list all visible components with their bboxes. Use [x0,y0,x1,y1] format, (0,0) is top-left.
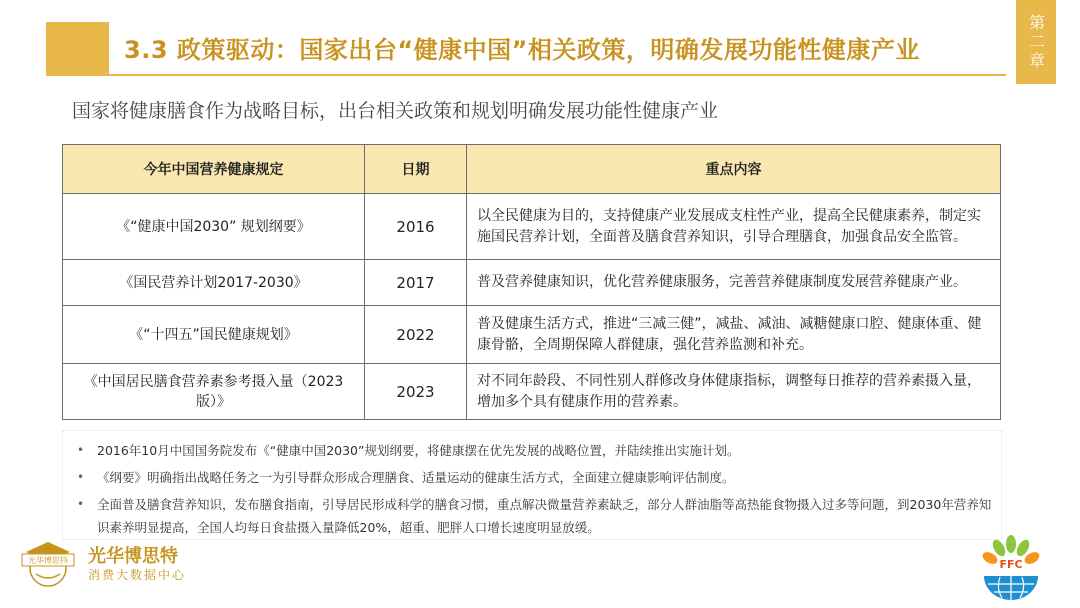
bullet-icon: • [77,443,85,457]
policy-table [62,144,1001,420]
policy-year-cell: 2022 [365,306,467,364]
column-header-policy: 今年中国营养健康规定 [63,145,365,194]
ffc-logo-text: FFC [999,558,1023,571]
table-header-row [63,145,1001,194]
brand-logo-left [16,538,196,588]
policy-name-cell: 《国民营养计划2017-2030》 [63,260,365,306]
table-row [63,260,1001,306]
page-subtitle: 国家将健康膳食作为战略目标，出台相关政策和规划明确发展功能性健康产业 [72,100,719,122]
policy-name-cell: 《“健康中国2030” 规划纲要》 [63,194,365,260]
bullet-icon: • [77,497,85,511]
brand-badge-text: 光华博思特 [28,556,68,565]
policy-content-cell: 以全民健康为目的，支持健康产业发展成支柱性产业，提高全民健康素养，制定实施国民营养计划，全面普及膳食营养知识，引导合理膳食，加强食品安全监管。 [467,194,1001,260]
table-row [63,306,1001,364]
title-accent-block [46,22,109,74]
policy-content-cell: 对不同年龄段、不同性别人群修改身体健康指标，调整每日推荐的营养素摄入量，增加多个具有健康作用的营养素。 [467,364,1001,420]
policy-content-cell: 普及健康生活方式，推进“三减三健”，减盐、减油、减糖健康口腔、健康体重、健康骨骼，全周期保障人群健康，强化营养监测和补充。 [467,306,1001,364]
policy-name-cell: 《“十四五”国民健康规划》 [63,306,365,364]
note-item [63,466,1001,489]
table-row [63,194,1001,260]
note-text: 全面普及膳食营养知识，发布膳食指南，引导居民形成科学的膳食习惯，重点解决微量营养素缺乏，部分人群油脂等高热能食物摄入过多等问题，到2030年营养知识素养明显提高，全国人均每日食盐摄入量降低20%，超重、肥胖人口增长速度明显放缓。 [97,497,992,535]
policy-name-cell: 《中国居民膳食营养素参考摄入量（2023版）》 [63,364,365,420]
note-item [63,493,1001,539]
brand-emblem-icon [16,538,80,588]
table-row [63,364,1001,420]
policy-year-cell: 2017 [365,260,467,306]
notes-box [62,430,1002,540]
note-item [63,439,1001,462]
policy-year-cell: 2016 [365,194,467,260]
policy-year-cell: 2023 [365,364,467,420]
bullet-icon: • [77,470,85,484]
policy-content-cell: 普及营养健康知识，优化营养健康服务，完善营养健康制度发展营养健康产业。 [467,260,1001,306]
note-text: 《纲要》明确指出战略任务之一为引导群众形成合理膳食、适量运动的健康生活方式，全面建立健康影响评估制度。 [97,470,735,485]
ffc-emblem-icon [976,534,1046,604]
ffc-logo [976,534,1046,604]
page-title: 3.3 政策驱动：国家出台“健康中国”相关政策，明确发展功能性健康产业 [124,36,920,64]
column-header-date: 日期 [365,145,467,194]
brand-name: 光华博思特 [88,546,178,567]
chapter-tab[interactable]: 第二章 [1016,0,1056,84]
column-header-content: 重点内容 [467,145,1001,194]
brand-subtitle: 消费大数据中心 [88,568,187,582]
note-text: 2016年10月中国国务院发布《“健康中国2030”规划纲要，将健康摆在优先发展的战略位置，并陆续推出实施计划。 [97,443,740,458]
